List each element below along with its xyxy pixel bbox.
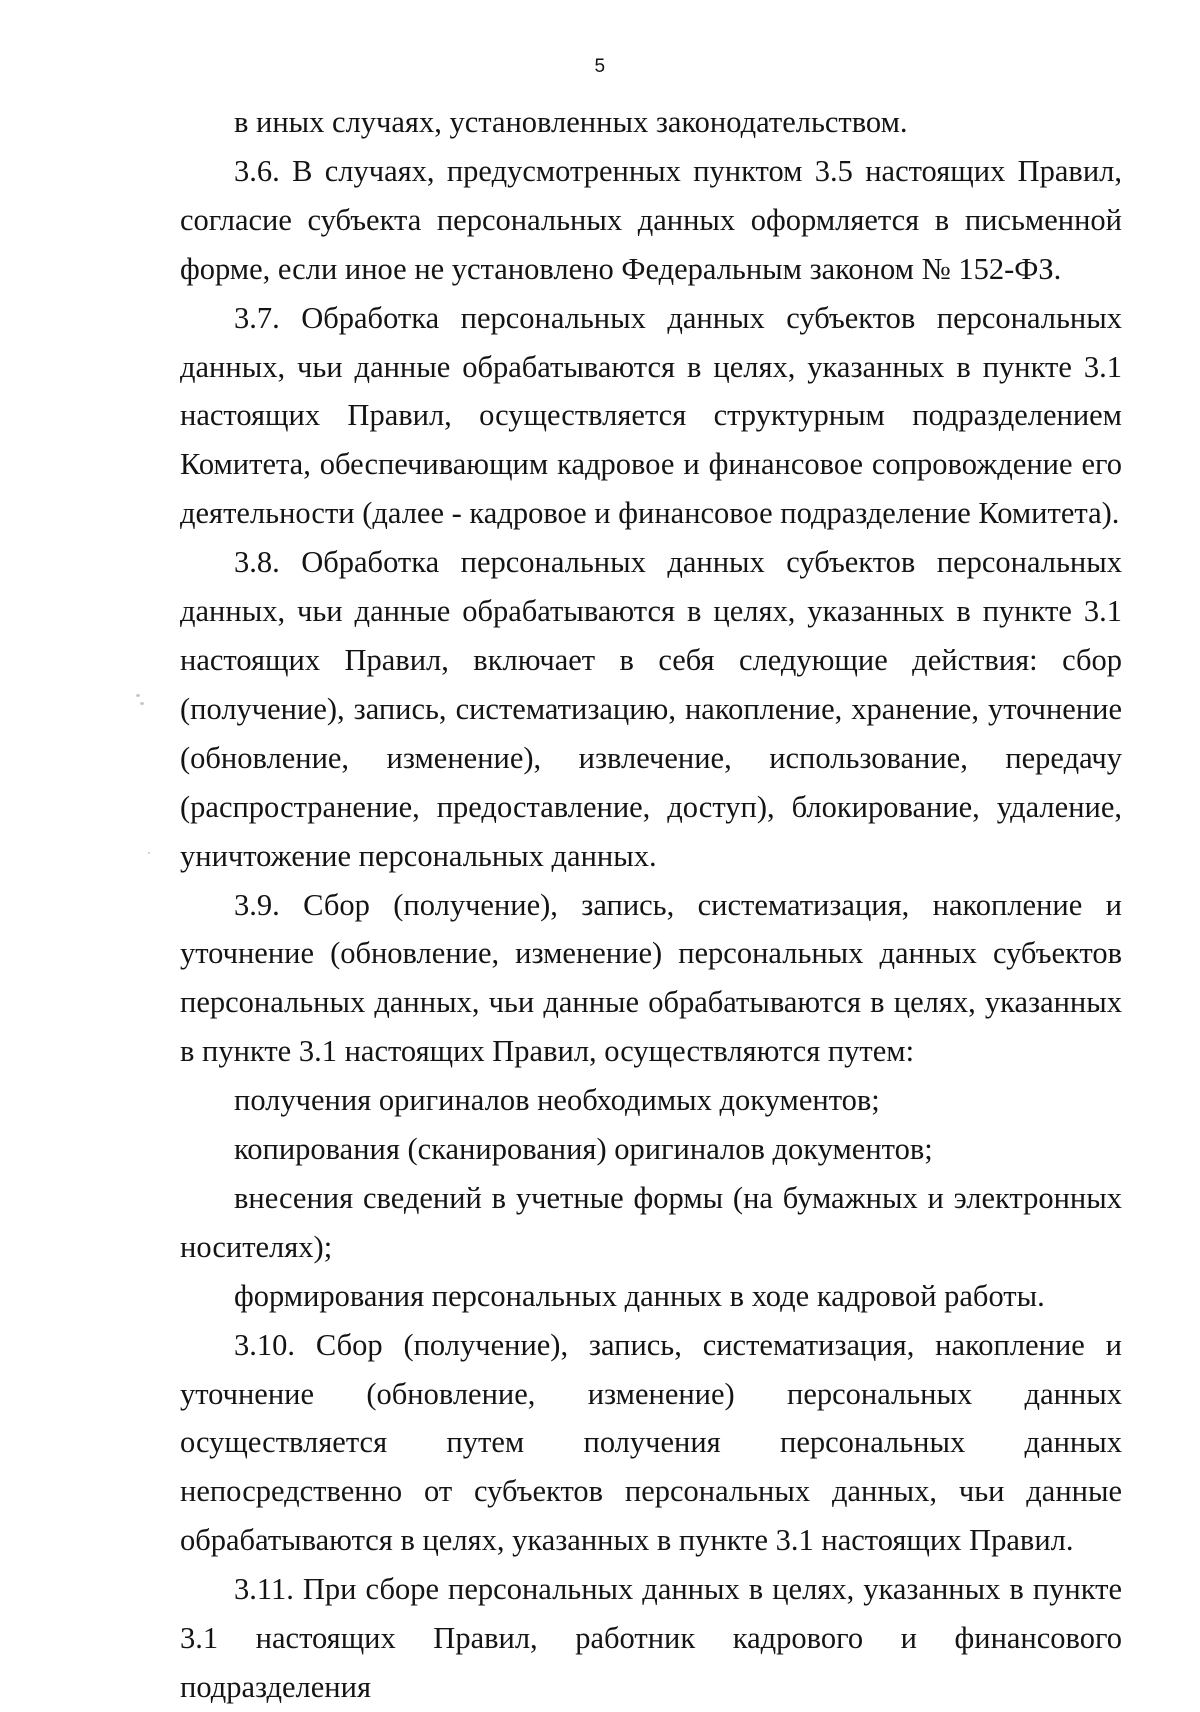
paragraph-intro-tail: в иных случаях, установленных законодательством.: [234, 105, 908, 139]
paragraph-3-10: 3.10. Сбор (получение), запись, систематизация, накопление и уточнение (обновление, изменение) персональных данных осуществляется путем получения персональных данных непосредственно от субъектов персональных данных, чьи данные обрабатываются в целях, указанных в пункте 3.1 настоящих Правил.: [180, 1327, 1122, 1558]
scan-speck: [140, 702, 144, 705]
paragraph-3-6: 3.6. В случаях, предусмотренных пунктом 3.5 настоящих Правил, согласие субъекта персональных данных оформляется в письменной форме, если иное не установлено Федеральным законом № 152-ФЗ.: [180, 153, 1122, 286]
list-item-forms: внесения сведений в учетные формы (на бумажных и электронных носителях);: [180, 1180, 1122, 1264]
list-item-copying: копирования (сканирования) оригиналов документов;: [234, 1132, 933, 1167]
list-item-forming: формирования персональных данных в ходе кадровой работы.: [234, 1278, 1045, 1313]
page-number: 5: [594, 56, 606, 77]
paragraph-3-9: 3.9. Сбор (получение), запись, систематизация, накопление и уточнение (обновление, изменение) персональных данных субъектов персональных данных, чьи данные обрабатываются в целях, указанных в пункте 3.1 настоящих Правил, осуществляются путем:: [180, 887, 1122, 1069]
list-item-originals: получения оригиналов необходимых документов;: [234, 1083, 880, 1118]
scan-speck: [136, 694, 140, 697]
paragraph-3-11: 3.11. При сборе персональных данных в целях, указанных в пункте 3.1 настоящих Правил, работник кадрового и финансового подразделения: [180, 1572, 1122, 1704]
paragraph-3-7: 3.7. Обработка персональных данных субъектов персональных данных, чьи данные обрабатываются в целях, указанных в пункте 3.1 настоящих Правил, осуществляется структурным подразделением Комитета, обеспечивающим кадровое и финансовое сопровождение его деятельности (далее - кадровое и финансовое подразделение Комитета).: [180, 300, 1122, 531]
scan-speck: [148, 852, 150, 854]
paragraph-3-8: 3.8. Обработка персональных данных субъектов персональных данных, чьи данные обрабатываются в целях, указанных в пункте 3.1 настоящих Правил, включает в себя следующие действия: сбор (получение), запись, систематизацию, накопление, хранение, уточнение (обновление, изменение), извлечение, использование, передачу (распространение, предоставление, доступ), блокирование, удаление, уничтожение персональных данных.: [180, 545, 1122, 873]
document-body: [180, 98, 1122, 1712]
